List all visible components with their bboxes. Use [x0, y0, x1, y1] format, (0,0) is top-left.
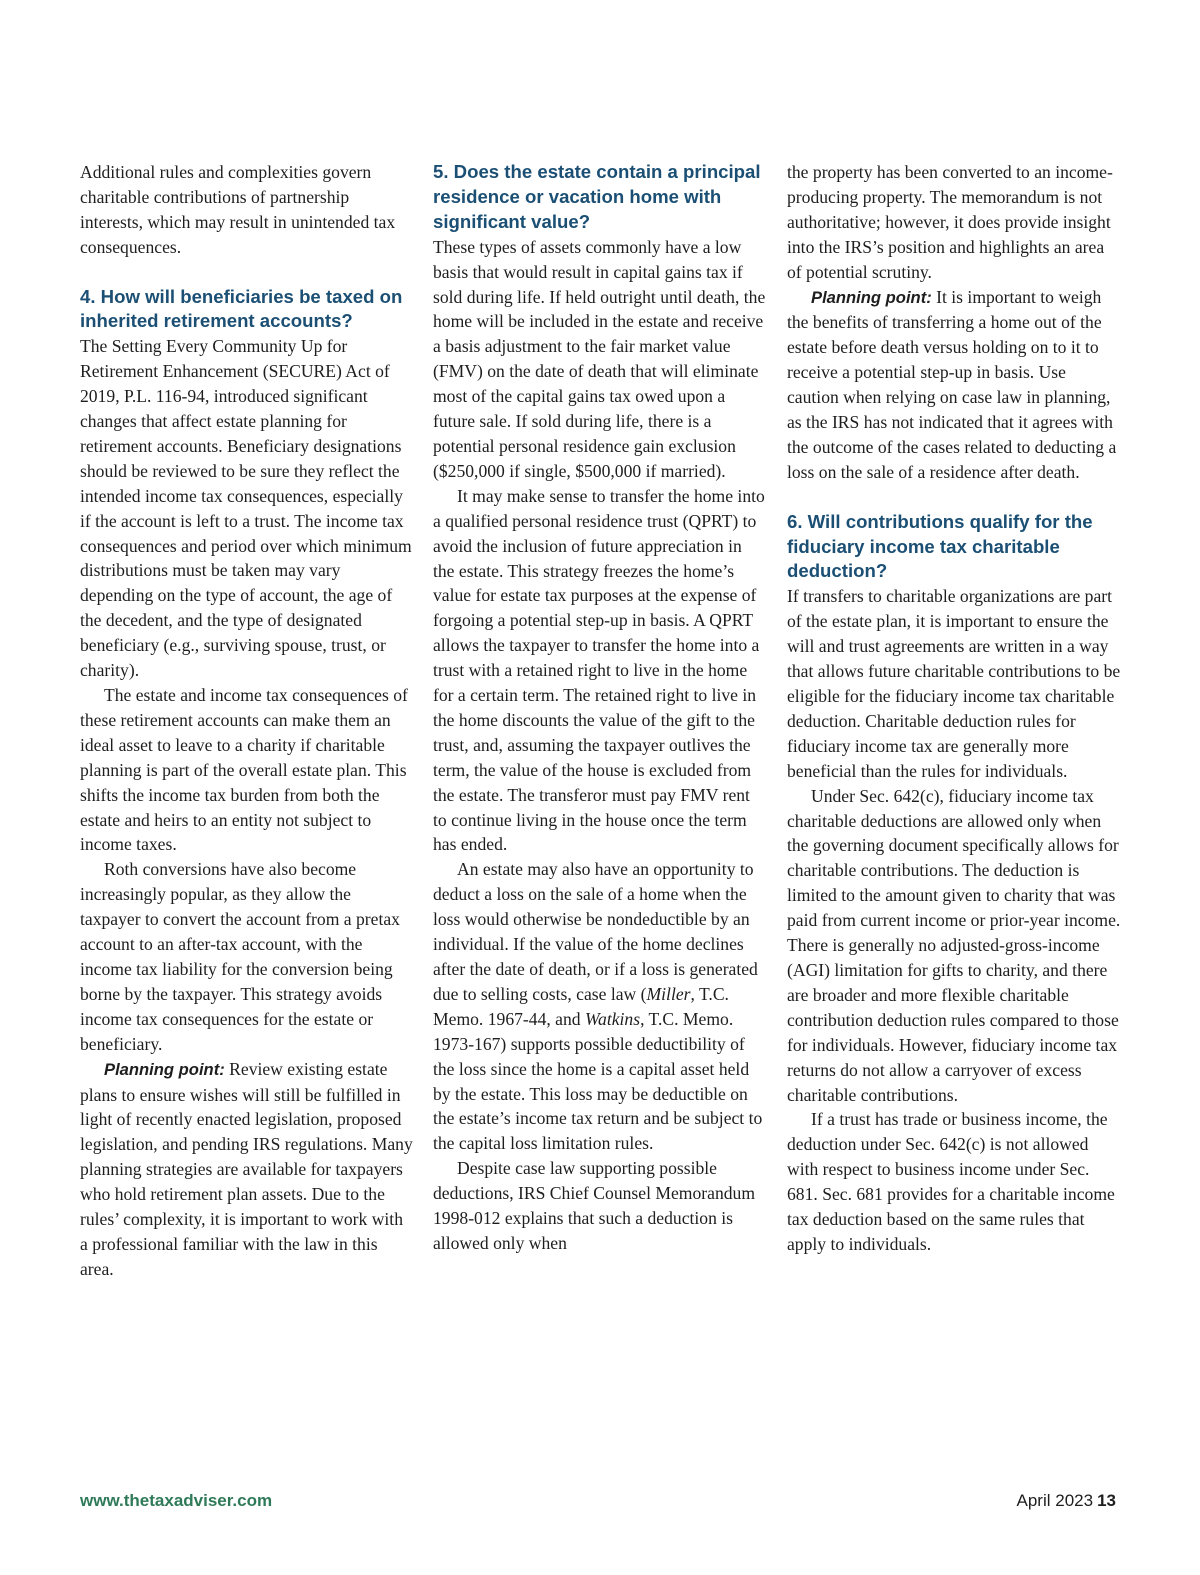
case-name: Watkins — [584, 1008, 641, 1029]
paragraph: Under Sec. 642(c), fiduciary income tax charitable deductions are allowed only when the governing document specifically allows for charitable contributions. The deduction is limited to the amount given to charity that was paid from current income or prior-year income. There is generally no adjusted-gross-income (AGI) limitation for gifts to charity, and there are broader and more flexible charitable contribution deduction rules compared to those for individuals. However, fiduciary income tax returns do not allow a carryover of excess charitable contributions. — [787, 785, 1121, 1105]
paragraph: If transfers to charitable organizations are part of the estate plan, it is important to ensure the will and trust agreements are written in a way that allows future charitable contributions to be eligible for the fiduciary income tax charitable deduction. Charitable deduction rules for fiduciary income tax are generally more beneficial than the rules for individuals. — [787, 586, 1121, 781]
planning-point-paragraph — [80, 1057, 414, 1282]
paragraph: The estate and income tax consequences of these retirement accounts can make them an ideal asset to leave to a charity if charitable planning is part of the overall estate plan. This shifts the income tax burden from both the estate and heirs to an entity not subject to income taxes. — [80, 685, 408, 855]
column-middle — [433, 160, 767, 1256]
text-run: , T.C. Memo. 1967-44, and — [433, 983, 729, 1029]
section-heading-4: 4. How will beneficiaries be taxed on inherited retirement accounts? — [80, 285, 403, 332]
paragraph: Roth conversions have also become increasingly popular, as they allow the taxpayer to convert the account from a pretax account to an after-tax account, with the income tax liability for the conversion being borne by the taxpayer. This strategy avoids income tax consequences for the estate or beneficiary. — [80, 859, 400, 1054]
paragraph: the property has been converted to an income-producing property. The memorandum is not authoritative; however, it does provide insight into the IRS’s position and highlights an area of potential scrutiny. — [787, 162, 1113, 282]
planning-point-label: Planning point: — [811, 287, 932, 307]
page-number: 13 — [1097, 1491, 1116, 1510]
text-run: An estate may also have an opportunity to deduct a loss on the sale of a home when the loss would otherwise be nondeductible by an individual. If the value of the home declines after the date of death, or if a loss is generated due to selling costs, case law ( — [433, 859, 758, 1004]
column-right — [787, 160, 1121, 1257]
issue-date: April 2023 — [1016, 1491, 1094, 1510]
case-name: Miller — [646, 983, 691, 1004]
planning-point-text: Review existing estate plans to ensure wishes will still be fulfilled in light of recently enacted legislation, proposed legislation, and pending IRS regulations. Many planning strategies are available for taxpayers who hold retirement plan assets. Due to the rules’ complexity, it is important to work with a professional familiar with the law in this area. — [80, 1058, 413, 1279]
paragraph: If a trust has trade or business income, the deduction under Sec. 642(c) is not allowed with respect to business income under Sec. 681. Sec. 681 provides for a charitable income tax deduction based on the same rules that apply to individuals. — [787, 1109, 1115, 1254]
planning-point-text: It is important to weigh the benefits of transferring a home out of the estate before death versus holding on to it to receive a potential step-up in basis. Use caution when relying on case law in planning, as the IRS has not indicated that it agrees with the outcome of the cases related to deducting a loss on the sale of a residence after death. — [787, 286, 1117, 482]
planning-point-paragraph — [787, 285, 1121, 485]
planning-point-label: Planning point: — [104, 1059, 225, 1079]
section-heading-6: 6. Will contributions qualify for the fiduciary income tax charitable deduction? — [787, 510, 1093, 582]
paragraph: The Setting Every Community Up for Retirement Enhancement (SECURE) Act of 2019, P.L. 116-94, introduced significant changes that affect estate planning for retirement accounts. Beneficiary designations should be reviewed to be sure they reflect the intended income tax consequences, especially if the account is left to a trust. The income tax consequences and period over which minimum distributions must be taken may vary depending on the type of account, the age of the decedent, and the type of designated beneficiary (e.g., surviving spouse, trust, or charity). — [80, 336, 412, 681]
website-link[interactable]: www.thetaxadviser.com — [80, 1491, 273, 1510]
column-left — [80, 160, 414, 1282]
paragraph — [433, 857, 767, 1156]
page-footer — [80, 1491, 1116, 1515]
issue-info — [1017, 1491, 1116, 1511]
section-heading-5: 5. Does the estate contain a principal residence or vacation home with significant value? — [433, 161, 761, 232]
paragraph: Additional rules and complexities govern charitable contributions of partnership interests, which may result in unintended tax consequences. — [80, 162, 396, 257]
text-run: , T.C. Memo. 1973-167) supports possible deductibility of the loss since the home is a capital asset held by the estate. This loss may be deductible on the estate’s income tax return and be subject to the capital loss limitation rules. — [433, 1008, 763, 1154]
paragraph: Despite case law supporting possible deductions, IRS Chief Counsel Memorandum 1998-012 explains that such a deduction is allowed only when — [433, 1158, 756, 1253]
paragraph: It may make sense to transfer the home into a qualified personal residence trust (QPRT) to avoid the inclusion of future appreciation in the estate. This strategy freezes the home’s value for estate tax purposes at the expense of forgoing a potential step-up in basis. A QPRT allows the taxpayer to transfer the home into a trust with a retained right to live in the home for a certain term. The retained right to live in the home discounts the value of the gift to the trust, and, assuming the taxpayer outlives the term, the value of the house is excluded from the estate. The transferor must pay FMV rent to continue living in the house once the term has ended. — [433, 485, 765, 855]
paragraph: These types of assets commonly have a low basis that would result in capital gains tax if sold during life. If held outright until death, the home will be included in the estate and receive a basis adjustment to the fair market value (FMV) on the date of death that will eliminate most of the capital gains tax owed upon a future sale. If sold during life, there is a potential personal residence gain exclusion ($250,000 if single, $500,000 if married). — [433, 236, 766, 481]
